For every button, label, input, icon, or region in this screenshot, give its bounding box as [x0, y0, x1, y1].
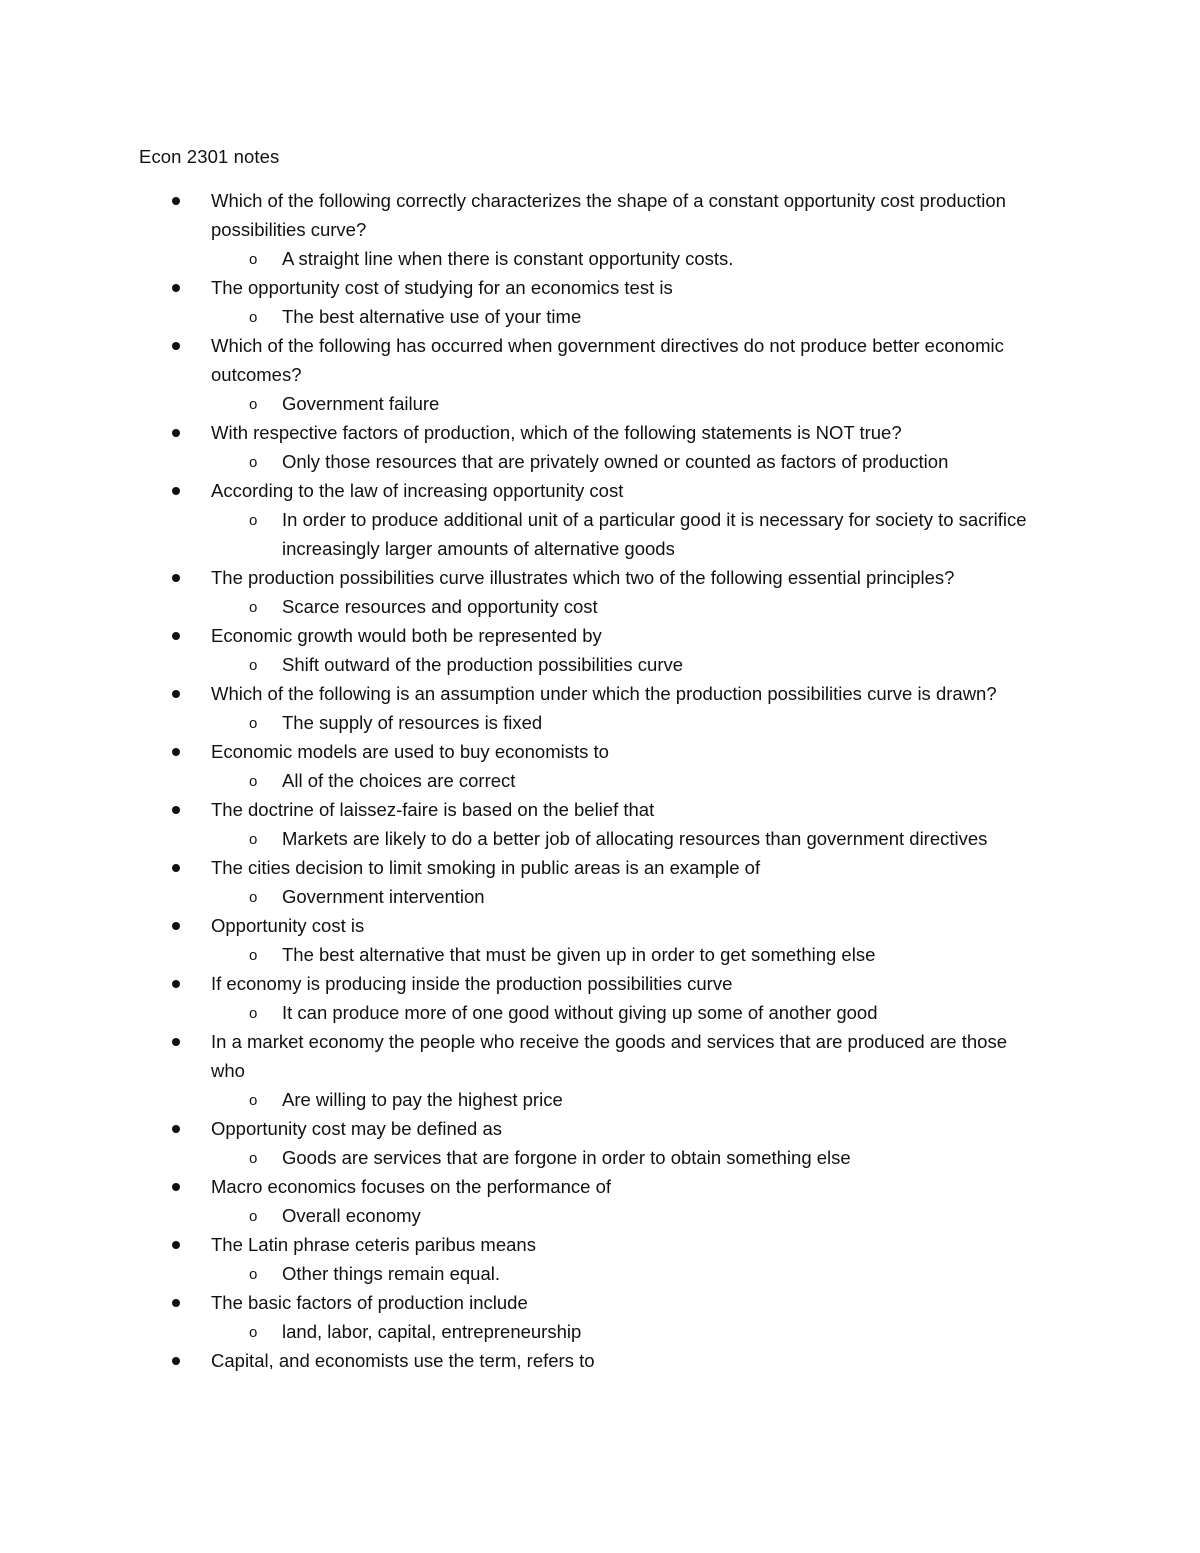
question-row	[0, 1230, 1200, 1259]
sub-bullet-marker: o	[249, 947, 258, 964]
answer-text: Overall economy	[282, 1205, 421, 1226]
sub-bullet-marker: o	[249, 1092, 258, 1109]
answer-row	[0, 389, 1200, 418]
answer-text: The best alternative use of your time	[282, 306, 582, 327]
answer-text: A straight line when there is constant opportunity costs.	[282, 248, 734, 269]
list-item	[0, 621, 1200, 679]
question-text: Opportunity cost may be defined as	[211, 1118, 503, 1139]
question-text: Economic models are used to buy economists to	[211, 741, 609, 762]
list-item	[0, 795, 1200, 853]
question-row	[0, 273, 1200, 302]
question-row	[0, 1346, 1200, 1375]
list-item	[0, 476, 1200, 563]
question-text: Economic growth would both be represented by	[211, 625, 602, 646]
answer-text: It can produce more of one good without giving up some of another good	[282, 1002, 878, 1023]
bullet-icon	[172, 1241, 180, 1249]
sub-bullet-marker: o	[249, 773, 258, 790]
bullet-icon	[172, 632, 180, 640]
answer-row	[0, 1201, 1200, 1230]
list-item	[0, 853, 1200, 911]
bullet-icon	[172, 197, 180, 205]
bullet-icon	[172, 1357, 180, 1365]
question-text: In a market economy the people who receive the goods and services that are produced are those who	[211, 1031, 1007, 1081]
bullet-icon	[172, 1125, 180, 1133]
sub-bullet-marker: o	[249, 1324, 258, 1341]
question-text: Which of the following has occurred when government directives do not produce better economic outcomes?	[211, 335, 1004, 385]
answer-text: The best alternative that must be given up in order to get something else	[282, 944, 876, 965]
sub-bullet-marker: o	[249, 657, 258, 674]
question-row	[0, 911, 1200, 940]
sub-bullet-marker: o	[249, 1208, 258, 1225]
answer-row	[0, 650, 1200, 679]
question-row	[0, 853, 1200, 882]
answer-text: Are willing to pay the highest price	[282, 1089, 563, 1110]
question-text: Which of the following is an assumption under which the production possibilities curve is drawn?	[211, 683, 997, 704]
sub-bullet-marker: o	[249, 396, 258, 413]
question-text: The cities decision to limit smoking in public areas is an example of	[211, 857, 761, 878]
answer-text: Government failure	[282, 393, 440, 414]
answer-row	[0, 882, 1200, 911]
list-item	[0, 1027, 1200, 1114]
question-text: The opportunity cost of studying for an economics test is	[211, 277, 673, 298]
answer-row	[0, 447, 1200, 476]
list-item	[0, 331, 1200, 418]
answer-row	[0, 1085, 1200, 1114]
list-item	[0, 563, 1200, 621]
question-row	[0, 969, 1200, 998]
list-item	[0, 1230, 1200, 1288]
answer-row	[0, 708, 1200, 737]
question-row	[0, 737, 1200, 766]
question-text: According to the law of increasing opportunity cost	[211, 480, 624, 501]
sub-bullet-marker: o	[249, 309, 258, 326]
list-item	[0, 186, 1200, 273]
bullet-icon	[172, 864, 180, 872]
sub-bullet-marker: o	[249, 512, 258, 529]
question-text: Macro economics focuses on the performance of	[211, 1176, 611, 1197]
answer-row	[0, 766, 1200, 795]
bullet-icon	[172, 1183, 180, 1191]
answer-text: Only those resources that are privately owned or counted as factors of production	[282, 451, 949, 472]
list-item	[0, 1346, 1200, 1375]
notes-list	[0, 186, 1200, 1375]
list-item	[0, 679, 1200, 737]
list-item	[0, 1114, 1200, 1172]
question-row	[0, 1172, 1200, 1201]
question-row	[0, 795, 1200, 824]
sub-bullet-marker: o	[249, 599, 258, 616]
question-text: Capital, and economists use the term, refers to	[211, 1350, 595, 1371]
sub-bullet-marker: o	[249, 715, 258, 732]
sub-bullet-marker: o	[249, 454, 258, 471]
question-text: The production possibilities curve illustrates which two of the following essential principles?	[211, 567, 955, 588]
question-row	[0, 1027, 1200, 1085]
answer-text: Government intervention	[282, 886, 485, 907]
answer-text: Shift outward of the production possibilities curve	[282, 654, 684, 675]
question-row	[0, 621, 1200, 650]
list-item	[0, 1172, 1200, 1230]
answer-text: The supply of resources is fixed	[282, 712, 543, 733]
bullet-icon	[172, 429, 180, 437]
answer-row	[0, 1259, 1200, 1288]
answer-text: Markets are likely to do a better job of allocating resources than government directives	[282, 828, 988, 849]
bullet-icon	[172, 690, 180, 698]
bullet-icon	[172, 922, 180, 930]
question-text: If economy is producing inside the production possibilities curve	[211, 973, 733, 994]
bullet-icon	[172, 284, 180, 292]
bullet-icon	[172, 487, 180, 495]
list-item	[0, 969, 1200, 1027]
sub-bullet-marker: o	[249, 1150, 258, 1167]
answer-text: land, labor, capital, entrepreneurship	[282, 1321, 582, 1342]
list-item	[0, 1288, 1200, 1346]
page-title: Econ 2301 notes	[139, 146, 280, 167]
question-row	[0, 563, 1200, 592]
sub-bullet-marker: o	[249, 251, 258, 268]
answer-row	[0, 1143, 1200, 1172]
list-item	[0, 418, 1200, 476]
answer-row	[0, 824, 1200, 853]
bullet-icon	[172, 748, 180, 756]
bullet-icon	[172, 1038, 180, 1046]
answer-text: Goods are services that are forgone in order to obtain something else	[282, 1147, 851, 1168]
sub-bullet-marker: o	[249, 1005, 258, 1022]
sub-bullet-marker: o	[249, 1266, 258, 1283]
answer-row	[0, 505, 1200, 563]
answer-row	[0, 244, 1200, 273]
list-item	[0, 273, 1200, 331]
question-row	[0, 1114, 1200, 1143]
bullet-icon	[172, 980, 180, 988]
question-text: The basic factors of production include	[211, 1292, 528, 1313]
bullet-icon	[172, 574, 180, 582]
question-text: The Latin phrase ceteris paribus means	[211, 1234, 536, 1255]
answer-text: All of the choices are correct	[282, 770, 516, 791]
bullet-icon	[172, 1299, 180, 1307]
question-row	[0, 1288, 1200, 1317]
question-row	[0, 476, 1200, 505]
answer-text: In order to produce additional unit of a particular good it is necessary for society to sacrifice increasingly larger amounts of alternative goods	[282, 509, 1027, 559]
answer-row	[0, 1317, 1200, 1346]
bullet-icon	[172, 806, 180, 814]
answer-row	[0, 998, 1200, 1027]
question-row	[0, 418, 1200, 447]
answer-row	[0, 940, 1200, 969]
question-row	[0, 679, 1200, 708]
answer-text: Scarce resources and opportunity cost	[282, 596, 598, 617]
list-item	[0, 737, 1200, 795]
answer-text: Other things remain equal.	[282, 1263, 501, 1284]
answer-row	[0, 592, 1200, 621]
answer-row	[0, 302, 1200, 331]
question-text: Opportunity cost is	[211, 915, 365, 936]
question-text: With respective factors of production, which of the following statements is NOT true?	[211, 422, 902, 443]
question-row	[0, 331, 1200, 389]
sub-bullet-marker: o	[249, 889, 258, 906]
question-row	[0, 186, 1200, 244]
question-text: Which of the following correctly characterizes the shape of a constant opportunity cost production possibilities curve?	[211, 190, 1006, 240]
sub-bullet-marker: o	[249, 831, 258, 848]
list-item	[0, 911, 1200, 969]
question-text: The doctrine of laissez-faire is based on the belief that	[211, 799, 655, 820]
bullet-icon	[172, 342, 180, 350]
